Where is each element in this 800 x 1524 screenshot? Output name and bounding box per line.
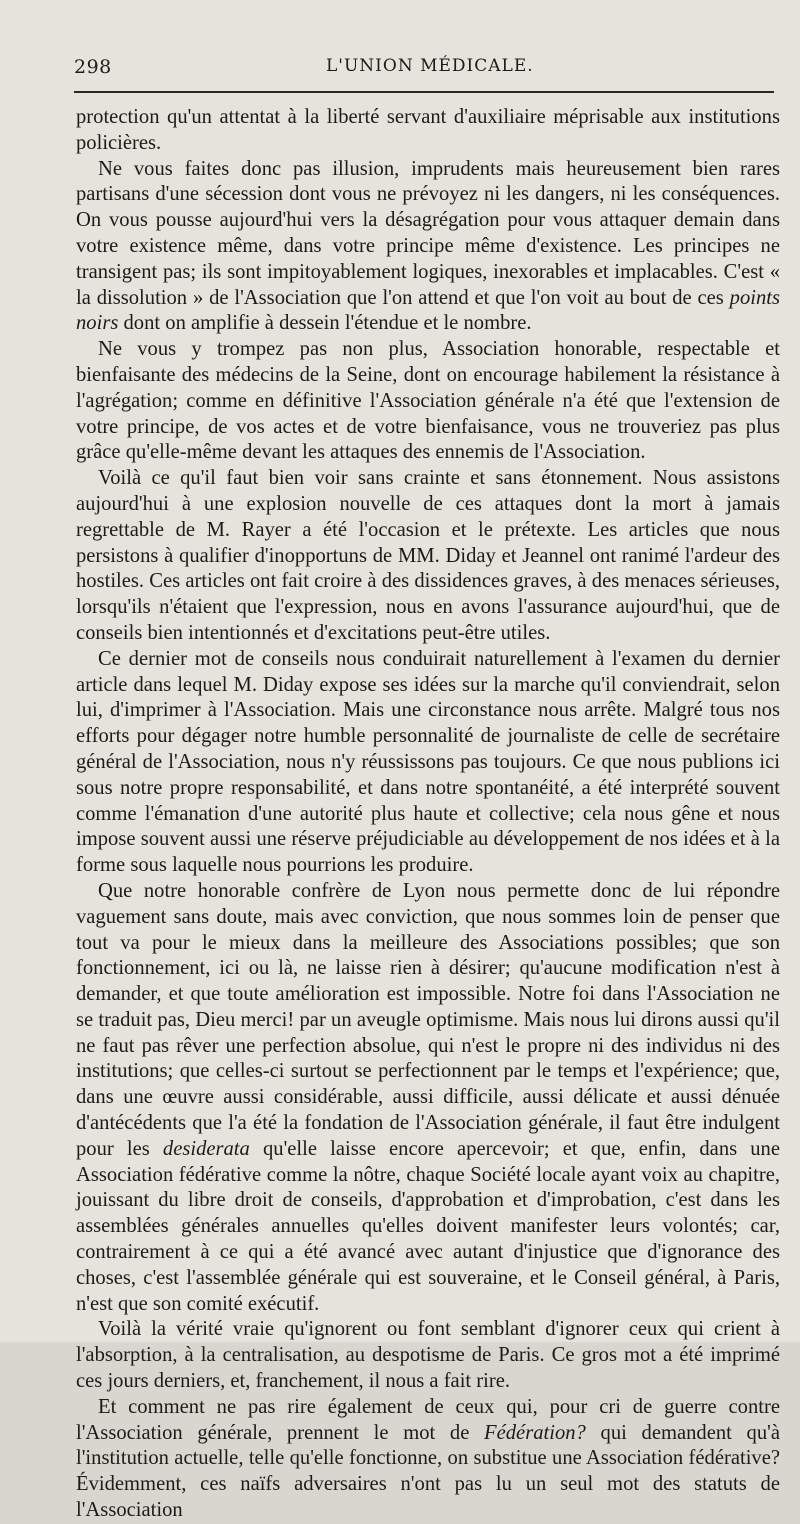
paragraph: Ce dernier mot de conseils nous conduirait naturellement à l'examen du dernier article dans lequel M. Diday expose ses idées sur la marche qu'il conviendrait, selon lui, d'imprimer à l'Association. Mais une circonstance nous arrête. Malgré tous nos efforts pour dégager notre humble personnalité de journaliste de celle de secrétaire général de l'Association, nous n'y réussissons pas toujours. Ce que nous publions ici sous notre propre responsabilité, et dans notre spontanéité, a été interprété souvent comme l'émanation d'une autorité plus haute et collective; cela nous gêne et nous impose souvent aussi une réserve préjudiciable au développement de nos idées et à la forme sous laquelle nous pourrions les produire. xyxy=(76,647,780,877)
paragraph: Ne vous y trompez pas non plus, Association honorable, respectable et bienfaisante des médecins de la Seine, dont on encourage habilement la résistance à l'agrégation; comme en définitive l'Association générale n'a été que l'extension de votre principe, de vos actes et de votre bienfaisance, vous ne trouveriez pas plus grâce qu'elle-même devant les attaques des ennemis de l'Association. xyxy=(76,338,780,464)
italic-phrase: points noirs xyxy=(76,286,780,335)
header-rule xyxy=(74,91,774,93)
article-body xyxy=(76,105,780,1524)
page-header xyxy=(74,56,774,90)
page-number: 298 xyxy=(74,56,112,78)
paragraph: protection qu'un attentat à la liberté servant d'auxiliaire méprisable aux institutions policières. xyxy=(76,106,780,154)
paragraph: Voilà ce qu'il faut bien voir sans crainte et sans étonnement. Nous assistons aujourd'hui à une explosion nouvelle de ces attaques dont la mort à jamais regrettable de M. Rayer a été l'occasion et le prétexte. Les articles que nous persistons à qualifier d'inopportuns de MM. Diday et Jeannel ont ranimé l'ardeur des hostiles. Ces articles ont fait croire à des dissidences graves, à des menaces sérieuses, lorsqu'ils n'étaient que l'expression, nous en avons l'assurance aujourd'hui, que de conseils bien intentionnés et d'excitations peut-être utiles. xyxy=(76,467,780,644)
paragraph: Que notre honorable confrère de Lyon nous permette donc de lui répondre vaguement sans doute, mais avec conviction, que nous sommes loin de penser que tout va pour le mieux dans la meilleure des Associations possibles; que son fonctionnement, ici ou là, ne laisse rien à désirer; qu'aucune modification n'est à demander, et que toute amélioration est impossible. Notre foi dans l'Association ne se traduit pas, Dieu merci! par un aveugle optimisme. Mais nous lui dirons aussi qu'il ne faut pas rêver une perfection absolue, qui n'est le propre ni des individus ni des institutions; que celles-ci surtout se perfectionnent par le temps et l'expérience; que, dans une œuvre aussi considérable, aussi difficile, aussi délicate et aussi dénuée d'antécédents que l'a été la fondation de l'Association générale, il faut être indulgent pour les desiderata qu'elle laisse encore apercevoir; et que, enfin, dans une Association fédérative comme la nôtre, chaque Société locale ayant voix au chapitre, jouissant du libre droit de conseils, d'approbation et d'improbation, c'est dans les assemblées générales annuelles qu'elles doivent manifester leurs volontés; car, contrairement à ce qui a été avancé avec autant d'injustice que d'ignorance des choses, c'est l'assemblée générale qui est souveraine, et le Conseil général, à Paris, n'est que son comité exécutif. xyxy=(76,879,780,1315)
italic-phrase: desiderata xyxy=(162,1137,250,1160)
paragraph: Et comment ne pas rire également de ceux qui, pour cri de guerre contre l'Association générale, prennent le mot de Fédération? qui demandent qu'à l'institution actuelle, telle qu'elle fonctionne, on substitue une Association fédérative? Évidemment, ces naïfs adversaires n'ont pas lu un seul mot des statuts de l'Association xyxy=(76,1395,780,1522)
running-title: L'UNION MÉDICALE. xyxy=(326,56,534,76)
paragraph: Voilà la vérité vraie qu'ignorent ou font semblant d'ignorer ceux qui crient à l'absorption, à la centralisation, au despotisme de Paris. Ce gros mot a été imprimé ces jours derniers, et, franchement, il nous a fait rire. xyxy=(76,1318,780,1393)
italic-phrase: Fédération? xyxy=(484,1421,586,1444)
paragraph: Ne vous faites donc pas illusion, imprudents mais heureusement bien rares partisans d'une sécession dont vous ne prévoyez ni les dangers, ni les conséquences. On vous pousse aujourd'hui vers la désagrégation pour vous attaquer demain dans votre existence même, dans votre principe même d'existence. Les principes ne transigent pas; ils sont impitoyablement logiques, inexorables et implacables. C'est « la dissolution » de l'Association que l'on attend et que l'on voit au bout de ces points noirs dont on amplifie à dessein l'étendue et le nombre. xyxy=(76,157,780,335)
